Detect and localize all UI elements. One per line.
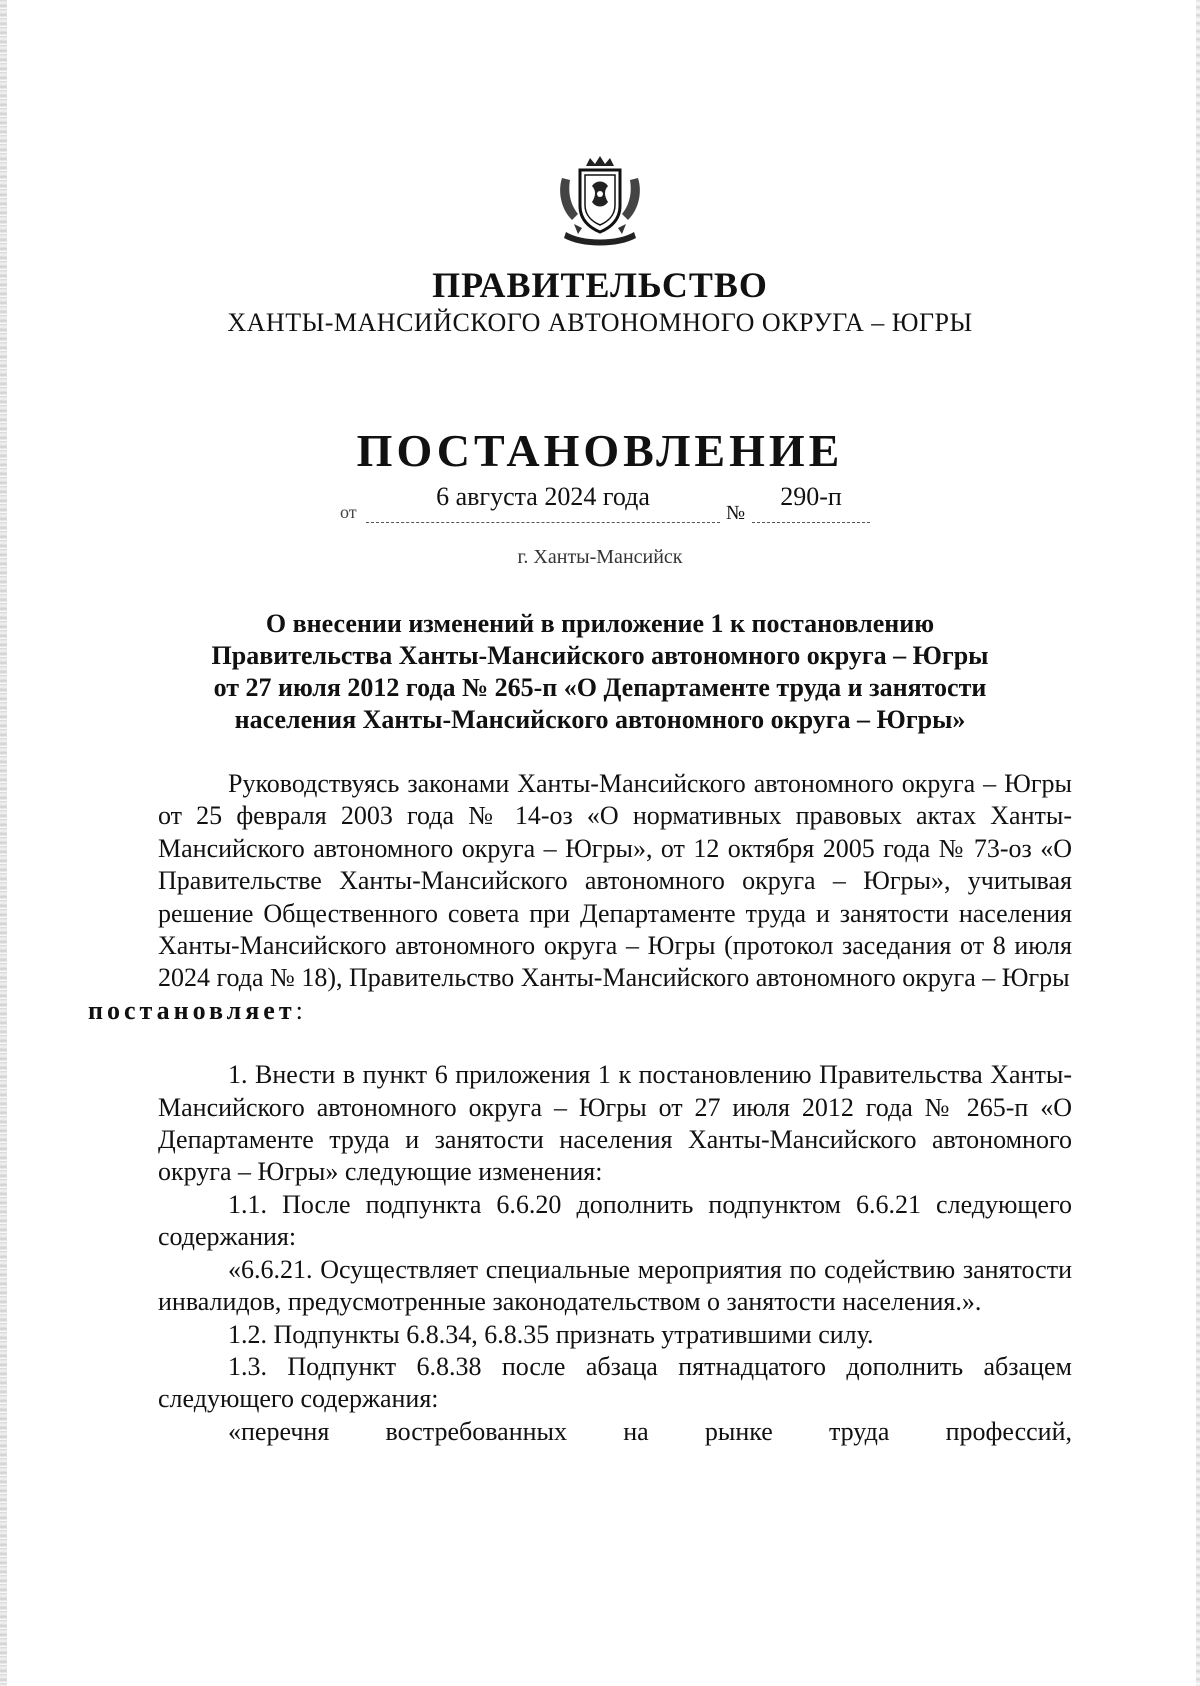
item-1: 1. Внести в пункт 6 приложения 1 к постановлению Правительства Ханты-Мансийского автономного округа – Югры от 27 июля 2012 года № 265-п «О Департаменте труда и занятости населения Ханты-Мансийского автономного округа – Югры» следующие изменения: bbox=[158, 1060, 1072, 1187]
document-number: 290-п bbox=[780, 482, 842, 511]
subject-line: населения Ханты-Мансийского автономного округа – Югры» bbox=[234, 705, 966, 734]
org-subtitle: ХАНТЫ-МАНСИЙСКОГО АВТОНОМНОГО ОКРУГА – ЮГРЫ bbox=[227, 308, 973, 337]
org-title: ПРАВИТЕЛЬСТВО bbox=[432, 265, 768, 305]
preamble-text: Руководствуясь законами Ханты-Мансийского автономного округа – Югры от 25 февраля 2003 года № 14-оз «О нормативных правовых актах Ханты-Мансийского автономного округа – Югры», от 12 октября 2005 года № 73-оз «О Правительстве Ханты-Мансийского автономного округа – Югры», учитывая решение Общественного совета при Департаменте труда и занятости населения Ханты-Мансийского автономного округа – Югры (протокол заседания от 8 июля 2024 года № 18), Правительство Ханты-Мансийского автономного округа – Югры bbox=[158, 769, 1072, 993]
document-type: ПОСТАНОВЛЕНИЕ bbox=[356, 425, 844, 476]
subject-line: Правительства Ханты-Мансийского автономного округа – Югры bbox=[211, 641, 989, 670]
number-underline bbox=[752, 522, 870, 523]
document-subject bbox=[150, 608, 1050, 736]
number-prefix: № bbox=[726, 502, 746, 524]
scan-edge-left bbox=[0, 0, 7, 1686]
document-place: г. Ханты-Мансийск bbox=[517, 546, 683, 568]
scan-edge-right bbox=[1196, 0, 1200, 1686]
item-1-3: 1.3. Подпункт 6.8.38 после абзаца пятнадцатого дополнить абзацем следующего содержания: bbox=[158, 1351, 1072, 1414]
document-body bbox=[88, 768, 1072, 1448]
date-prefix: от bbox=[340, 502, 357, 522]
item-1-1: 1.1. После подпункта 6.6.20 дополнить подпунктом 6.6.21 следующего содержания: bbox=[158, 1189, 1072, 1252]
paragraph-gap bbox=[158, 1027, 1072, 1059]
decree-colon: : bbox=[295, 995, 303, 1025]
item-1-2: 1.2. Подпункты 6.8.34, 6.8.35 признать утратившими силу. bbox=[228, 1319, 874, 1349]
date-underline bbox=[366, 522, 720, 523]
decree-word: постановляет bbox=[88, 995, 296, 1025]
date-number-row bbox=[0, 482, 1200, 526]
preamble-paragraph bbox=[88, 768, 1072, 1027]
document-date: 6 августа 2024 года bbox=[436, 482, 650, 511]
item-1-1-text: «6.6.21. Осуществляет специальные мероприятия по содействию занятости инвалидов, предусмотренные законодательством о занятости населения.». bbox=[158, 1254, 1072, 1317]
subject-line: от 27 июля 2012 года № 265-п «О Департаменте труда и занятости bbox=[213, 673, 987, 702]
item-1-3-text: «перечня востребованных на рынке труда профессий, bbox=[228, 1416, 1072, 1446]
subject-line: О внесении изменений в приложение 1 к постановлению bbox=[265, 609, 935, 638]
coat-of-arms-icon bbox=[552, 156, 648, 248]
